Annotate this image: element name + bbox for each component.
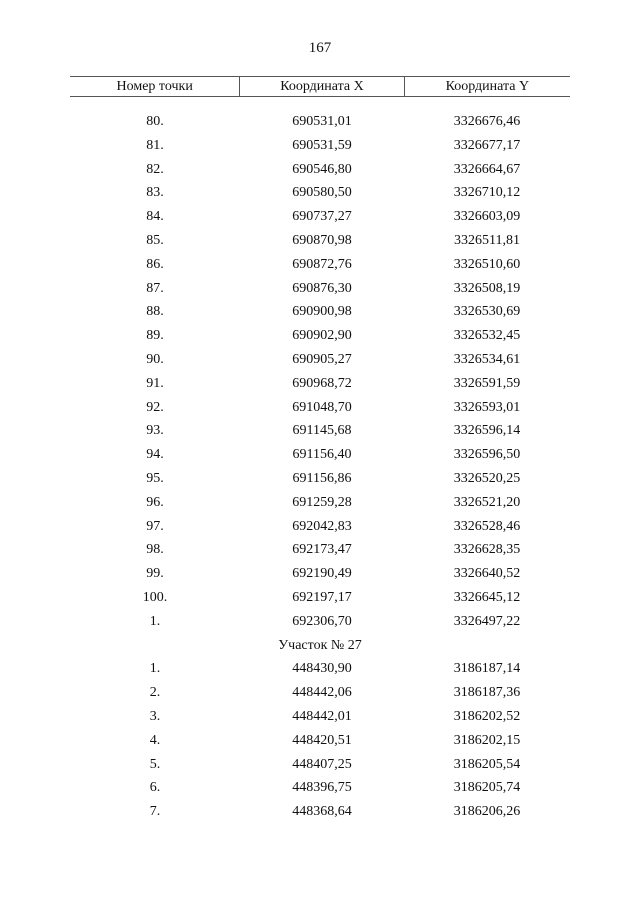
- table-row: [70, 324, 570, 348]
- table-row: [70, 729, 570, 753]
- table-row: [70, 467, 570, 491]
- coordinate-y-cell: 3326520,25: [453, 470, 521, 486]
- point-number-cell: 2.: [149, 685, 161, 701]
- point-number-cell: 100.: [142, 589, 168, 605]
- coordinate-x-cell: 448430,90: [292, 661, 352, 677]
- coordinate-y-cell: 3326497,22: [453, 613, 521, 629]
- coordinate-y-cell: 3186202,52: [453, 708, 521, 724]
- table-row: [70, 657, 570, 681]
- point-number-cell: 81.: [146, 137, 164, 153]
- table-row: [70, 300, 570, 324]
- coordinate-x-cell: 690531,59: [292, 137, 352, 153]
- point-number-cell: 92.: [146, 399, 164, 415]
- coordinate-x-cell: 690870,98: [292, 232, 352, 248]
- table-row: [70, 419, 570, 443]
- coordinate-y-cell: 3326530,69: [453, 304, 521, 320]
- point-number-cell: 7.: [149, 804, 161, 820]
- table-row: [70, 134, 570, 158]
- table-row: [70, 396, 570, 420]
- point-number-cell: 80.: [146, 114, 164, 129]
- header-coordinate-x: Координата X: [239, 77, 403, 96]
- point-number-cell: 86.: [146, 256, 164, 272]
- point-number-cell: 88.: [146, 304, 164, 320]
- coordinate-x-cell: 690531,01: [292, 114, 352, 129]
- coordinate-y-cell: 3326508,19: [453, 280, 521, 296]
- coordinate-x-cell: 691259,28: [292, 494, 352, 510]
- point-number-cell: 6.: [149, 780, 161, 796]
- header-point-number: Номер точки: [116, 79, 193, 94]
- table-row: [70, 443, 570, 467]
- point-number-cell: 83.: [146, 185, 164, 201]
- coordinate-x-cell: 690737,27: [292, 209, 352, 225]
- coordinate-y-cell: 3186205,54: [453, 756, 521, 772]
- point-number-cell: 3.: [149, 708, 161, 724]
- point-number-cell: 5.: [149, 756, 161, 772]
- table-row: [70, 681, 570, 705]
- coordinate-y-cell: 3326593,01: [453, 399, 521, 415]
- point-number-cell: 4.: [149, 732, 161, 748]
- coordinate-x-cell: 692197,17: [292, 589, 352, 605]
- coordinate-y-cell: 3326596,14: [453, 423, 521, 439]
- point-number-cell: 85.: [146, 232, 164, 248]
- coordinate-y-cell: 3326534,61: [453, 351, 521, 367]
- table-row: [70, 753, 570, 777]
- coordinate-x-cell: 448396,75: [292, 780, 352, 796]
- coordinate-x-cell: 448442,06: [292, 685, 352, 701]
- coordinate-x-cell: 691145,68: [292, 423, 352, 439]
- point-number-cell: 89.: [146, 328, 164, 344]
- point-number-cell: 96.: [146, 494, 164, 510]
- coordinate-x-cell: 690876,30: [292, 280, 352, 296]
- coordinate-y-cell: 3326528,46: [453, 518, 521, 534]
- coordinate-y-cell: 3326511,81: [454, 232, 520, 248]
- coordinate-y-cell: 3326628,35: [453, 542, 521, 558]
- point-number-cell: 82.: [146, 161, 164, 177]
- coordinate-y-cell: 3326532,45: [453, 328, 521, 344]
- table-row: [70, 491, 570, 515]
- coordinate-x-cell: 690580,50: [292, 185, 352, 201]
- table-row: [70, 562, 570, 586]
- point-number-cell: 1.: [149, 661, 161, 677]
- point-number-cell: 99.: [146, 566, 164, 582]
- table-row: [70, 181, 570, 205]
- coordinate-y-cell: 3186205,74: [453, 780, 521, 796]
- point-number-cell: 94.: [146, 447, 164, 463]
- coordinate-y-cell: 3326710,12: [453, 185, 521, 201]
- section-title: Участок № 27: [278, 637, 362, 653]
- point-number-cell: 93.: [146, 423, 164, 439]
- coordinate-y-cell: 3186187,14: [453, 661, 521, 677]
- coordinate-y-cell: 3326676,46: [453, 114, 521, 129]
- coordinate-y-cell: 3326664,67: [453, 161, 521, 177]
- coordinate-x-cell: 691156,40: [292, 447, 352, 463]
- coordinate-x-cell: 692190,49: [292, 566, 352, 582]
- table-row: [70, 610, 570, 634]
- coordinate-x-cell: 691048,70: [292, 399, 352, 415]
- coordinate-x-cell: 691156,86: [292, 470, 352, 486]
- point-number-cell: 90.: [146, 351, 164, 367]
- coordinate-y-cell: 3326603,09: [453, 209, 521, 225]
- coordinate-y-cell: 3326591,59: [453, 375, 521, 391]
- coordinate-x-cell: 692042,83: [292, 518, 352, 534]
- point-number-cell: 91.: [146, 375, 164, 391]
- coordinate-y-cell: 3326640,52: [453, 566, 521, 582]
- coordinate-x-cell: 690546,80: [292, 161, 352, 177]
- header-coordinate-y: Координата Y: [404, 77, 570, 96]
- coordinate-y-cell: 3326596,50: [453, 447, 521, 463]
- page-number: 167: [308, 40, 332, 56]
- coordinate-x-cell: 448368,64: [292, 804, 352, 820]
- point-number-cell: 84.: [146, 209, 164, 225]
- table-row: [70, 205, 570, 229]
- coordinate-x-cell: 448420,51: [292, 732, 352, 748]
- coordinates-table-body: [70, 110, 570, 824]
- coordinate-x-cell: 690905,27: [292, 351, 352, 367]
- coordinate-y-cell: 3326645,12: [453, 589, 521, 605]
- coordinate-x-cell: 448407,25: [292, 756, 352, 772]
- table-row: [70, 158, 570, 182]
- coordinate-x-cell: 690902,90: [292, 328, 352, 344]
- table-row: [70, 372, 570, 396]
- table-row: [70, 586, 570, 610]
- coordinate-y-cell: 3326510,60: [453, 256, 521, 272]
- point-number-cell: 1.: [149, 613, 161, 629]
- coordinate-y-cell: 3186202,15: [453, 732, 521, 748]
- table-row: [70, 229, 570, 253]
- table-row: [70, 515, 570, 539]
- coordinate-x-cell: 690872,76: [292, 256, 352, 272]
- table-row: [70, 538, 570, 562]
- coordinate-x-cell: 448442,01: [292, 708, 352, 724]
- table-header: [70, 76, 570, 97]
- table-row: [70, 110, 570, 134]
- point-number-cell: 98.: [146, 542, 164, 558]
- point-number-cell: 87.: [146, 280, 164, 296]
- point-number-cell: 95.: [146, 470, 164, 486]
- coordinate-x-cell: 690968,72: [292, 375, 352, 391]
- coordinate-y-cell: 3326677,17: [453, 137, 521, 153]
- coordinate-y-cell: 3186187,36: [453, 685, 521, 701]
- coordinate-x-cell: 692306,70: [292, 613, 352, 629]
- coordinate-x-cell: 692173,47: [292, 542, 352, 558]
- coordinate-y-cell: 3186206,26: [453, 804, 521, 820]
- table-row: [70, 705, 570, 729]
- table-row: [70, 776, 570, 800]
- table-row: [70, 253, 570, 277]
- table-row: [70, 800, 570, 824]
- coordinate-y-cell: 3326521,20: [453, 494, 521, 510]
- table-row: [70, 348, 570, 372]
- table-row: [70, 277, 570, 301]
- coordinate-x-cell: 690900,98: [292, 304, 352, 320]
- point-number-cell: 97.: [146, 518, 164, 534]
